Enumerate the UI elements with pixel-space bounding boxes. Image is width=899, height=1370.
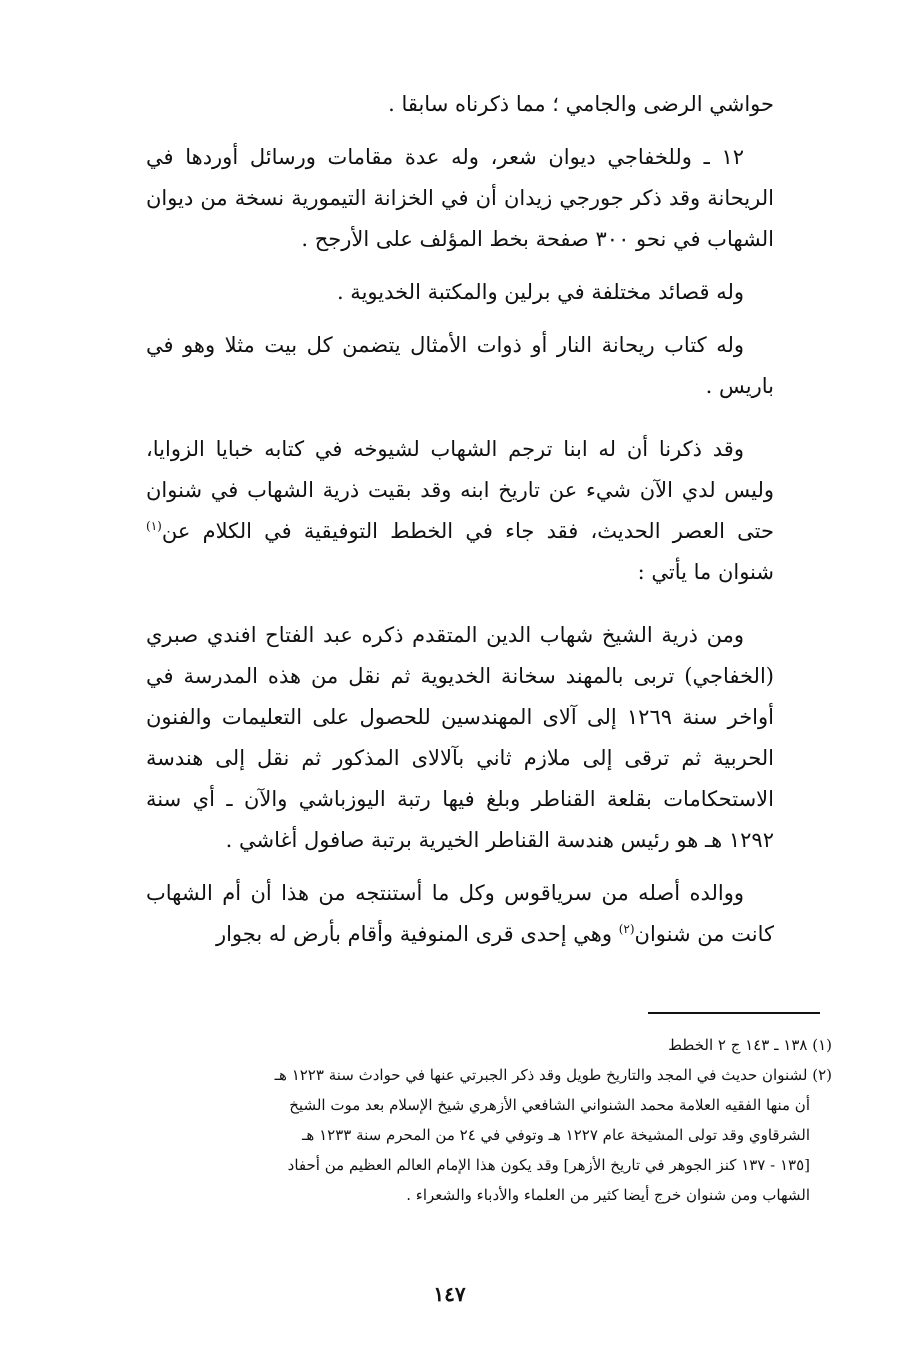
text-line: وقد ذكرنا أن له ابنا ترجم الشهاب لشيوخه في كتابه خبايا الزوايا،	[146, 437, 744, 461]
paragraph-book	[146, 325, 774, 407]
footnote-line: أن منها الفقيه العلامة محمد الشنواني الشافعي الأزهري شيخ الإسلام بعد موت الشيخ	[289, 1096, 810, 1114]
paragraph-continuation	[146, 84, 774, 125]
text-line: هندسة الاستحكامات بقلعة القناطر وبلغ فيها رتبة اليوزباشي والآن ـ أي	[146, 746, 774, 811]
text-line: وله قصائد مختلفة في برلين والمكتبة الخديوية .	[336, 280, 744, 304]
text-line: باريس .	[705, 374, 774, 398]
text-line: وهي إحدى قرى المنوفية وأقام بأرض له بجوار	[215, 922, 619, 946]
text-line: العصر الحديث، فقد جاء في الخطط التوفيقية في الكلام عن	[161, 519, 725, 543]
footnote-line: الشرقاوي وقد تولى المشيخة عام ١٢٢٧ هـ وتوفي في ٢٤ من المحرم سنة ١٢٣٣ هـ	[302, 1126, 810, 1144]
footnote-line: [١٣٥ - ١٣٧ كنز الجوهر في تاريخ الأزهر] وقد يكون هذا الإمام العالم العظيم من أحفاد	[287, 1156, 810, 1174]
page-number: ١٤٧	[433, 1282, 466, 1306]
text-line: الشهاب في نحو ٣٠٠ صفحة بخط المؤلف على الأرجح .	[301, 227, 774, 251]
footnote-1: (١) ١٣٨ ـ ١٤٣ ج ٢ الخطط	[668, 1036, 832, 1054]
text-line: سنة ١٢٩٢ هـ هو رئيس هندسة القناطر الخيرية برتبة صافول أغاشي .	[146, 787, 774, 852]
text-line: وليس لدي الآن شيء عن تاريخ ابنه وقد بقيت ذرية الشهاب في شنوان حتى	[146, 478, 774, 543]
footnote-2-continuation	[140, 1090, 832, 1210]
text-line: ووالده أصله من سرياقوس وكل ما أستنتجه من هذا أن أم الشهاب	[146, 881, 744, 905]
paragraph-descendants	[146, 429, 774, 593]
text-line: شنوان ما يأتي :	[637, 560, 774, 584]
text-line: صبري (الخفاجي) تربى بالمهند سخانة الخديوية ثم نقل من هذه المدرسة	[146, 623, 774, 688]
paragraph-item-12	[146, 137, 774, 260]
text-line: حواشي الرضى والجامي ؛ مما ذكرناه سابقا .	[388, 92, 774, 116]
text-line: ومن ذرية الشيخ شهاب الدين المتقدم ذكره عبد الفتاح افندي	[206, 623, 744, 647]
footnote-ref-2: (٢)	[618, 922, 635, 936]
paragraph-quotation	[146, 615, 774, 861]
footnote-2: (٢) لشنوان حديث في المجد والتاريخ طويل وقد ذكر الجبرتي عنها في حوادث سنة ١٢٢٣ هـ	[274, 1066, 832, 1084]
footnote-separator	[648, 1012, 820, 1014]
main-text	[146, 84, 774, 955]
text-line: ١٢ ـ وللخفاجي ديوان شعر، وله عدة مقامات ورسائل أوردها في	[146, 145, 744, 169]
text-line: كانت من شنوان	[634, 922, 774, 946]
footnote-ref-1: (١)	[146, 519, 162, 533]
text-line: والفنون الحربية ثم ترقى إلى ملازم ثاني بآلالاى المذكور ثم نقل إلى	[146, 705, 774, 770]
text-line: الريحانة وقد ذكر جورجي زيدان أن في الخزانة التيمورية نسخة من ديوان	[146, 186, 774, 210]
paragraph-father	[146, 873, 774, 955]
footnotes	[140, 1030, 832, 1210]
footnote-line: الشهاب ومن شنوان خرج أيضا كثير من العلماء والأدباء والشعراء .	[406, 1186, 810, 1204]
paragraph-poems	[146, 272, 774, 313]
text-line: في أواخر سنة ١٢٦٩ إلى آلاى المهندسين للحصول على التعليمات	[146, 664, 774, 729]
text-line: وله كتاب ريحانة النار أو ذوات الأمثال يتضمن كل بيت مثلا وهو في	[146, 333, 744, 357]
